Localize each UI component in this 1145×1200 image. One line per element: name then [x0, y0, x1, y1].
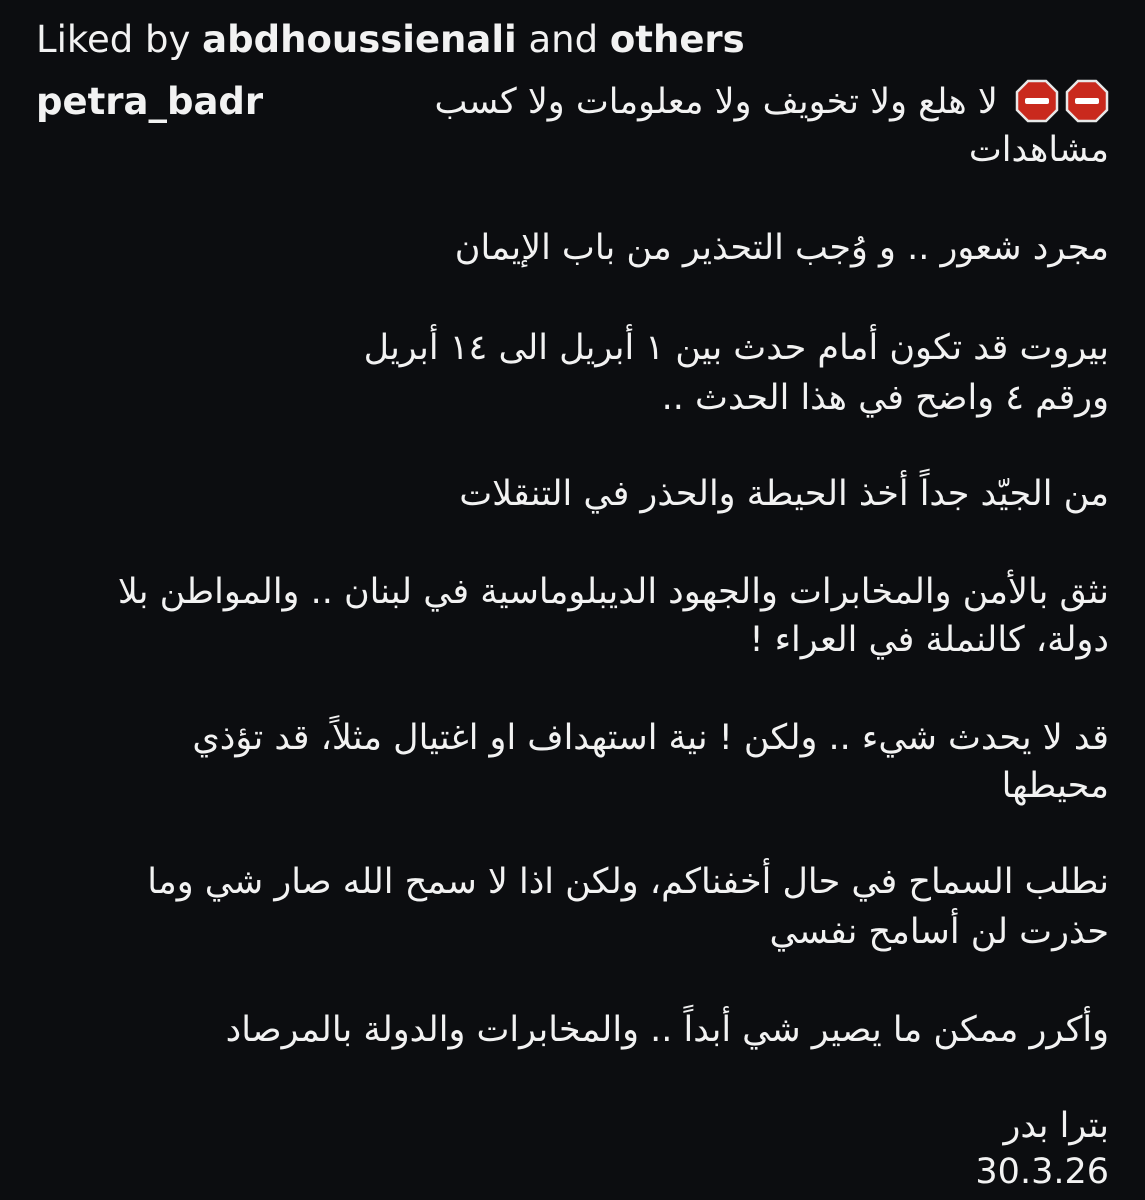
liker-username-link[interactable]: abdhoussienali [202, 18, 517, 61]
caption-line-6: من الجيّد جداً أخذ الحيطة والحذر في التنقلات [459, 474, 1109, 514]
liked-by-conjunction: and [528, 18, 599, 61]
caption-line-1 [349, 76, 1109, 128]
caption-signature: بترا بدر [1003, 1106, 1109, 1146]
stop-sign-icon [1065, 79, 1109, 123]
caption-line-4: بيروت قد تكون أمام حدث بين ١ أبريل الى ١٤ أبريل [363, 328, 1109, 368]
caption-line-12: حذرت لن أسامح نفسي [769, 912, 1109, 952]
liked-by-row [36, 14, 745, 66]
caption-line-11: نطلب السماح في حال أخفناكم، ولكن اذا لا سمح الله صار شي وما [147, 862, 1109, 902]
caption-line-13: وأكرر ممكن ما يصير شي أبداً .. والمخابرات والدولة بالمرصاد [225, 1010, 1109, 1050]
post-author-username[interactable]: petra_badr [36, 80, 264, 123]
caption-line-10: محيطها [1001, 766, 1109, 806]
caption-line-2: مشاهدات [968, 130, 1109, 170]
caption-line-7: نثق بالأمن والمخابرات والجهود الديبلوماسية في لبنان .. والمواطن بلا [117, 572, 1109, 612]
caption-line-3: مجرد شعور .. و وُجب التحذير من باب الإيمان [454, 228, 1109, 268]
stop-sign-icon [1015, 79, 1059, 123]
caption-line-5: ورقم ٤ واضح في هذا الحدث .. [661, 378, 1109, 418]
others-link[interactable]: others [609, 18, 745, 61]
caption-line-8: دولة، كالنملة في العراء ! [749, 620, 1109, 660]
caption-date: 30.3.26 [975, 1152, 1109, 1192]
caption-text: لا هلع ولا تخويف ولا معلومات ولا كسب [434, 82, 998, 122]
caption-line-9: قد لا يحدث شيء .. ولكن ! نية استهداف او اغتيال مثلاً، قد تؤذي [192, 718, 1109, 758]
liked-by-prefix: Liked by [36, 18, 191, 61]
